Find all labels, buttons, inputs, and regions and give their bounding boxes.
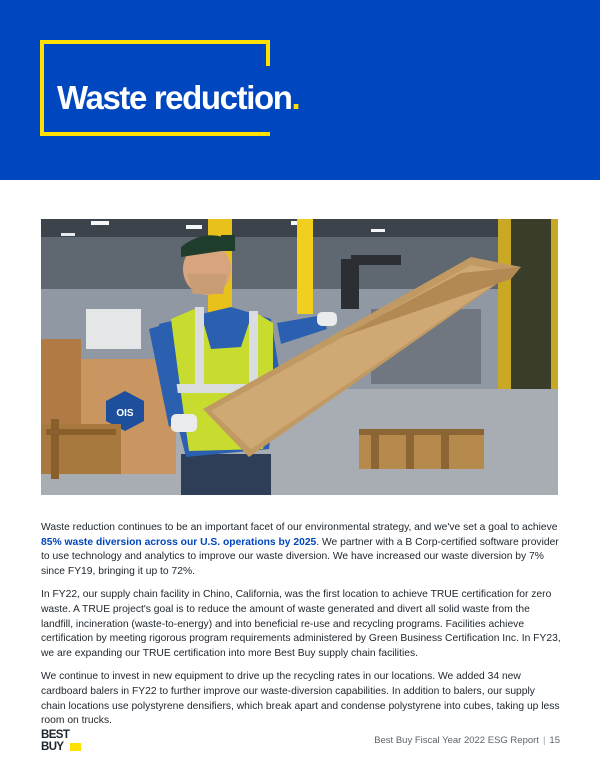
warehouse-photo	[41, 219, 558, 495]
paragraph-1-end: . We partner with a B Corp-certified software provider to use technology and analytics to improve our waste diversion. We have increased our waste diversion by 7% since FY19, bringing it up to 72%.	[41, 536, 559, 577]
page-number: 15	[549, 735, 560, 746]
paragraph-true-certification: In FY22, our supply chain facility in Chino, California, was the first location to achieve TRUE certification for zero waste. A TRUE project's goal is to reduce the amount of waste generated and divert all solid waste from the landfill, incineration (waste-to-energy) and into beneficial re-use and recycling programs. Facilities achieve certification by meeting rigorous program requirements administered by Green Business Certification Inc. In FY23, we are expanding our TRUE certification into more Best Buy supply chain facilities.	[41, 589, 561, 659]
report-title: Best Buy Fiscal Year 2022 ESG Report	[374, 735, 539, 746]
body-text	[41, 521, 561, 738]
title-frame-right	[266, 40, 270, 66]
paragraph-1-start: Waste reduction continues to be an important facet of our environmental strategy, and we've set a goal to achieve	[41, 522, 558, 533]
page-title	[57, 78, 299, 118]
paragraph-equipment: We continue to invest in new equipment to drive up the recycling rates in our locations. We added 34 new cardboard balers in FY22 to further improve our waste-diversion capabilities. In addition to balers, our supply chain locations use polystyrene densifiers, which break apart and condense polystyrene into cubes, taking up less room on trucks.	[41, 671, 560, 727]
header-banner	[0, 0, 600, 180]
logo-line-1: BEST	[41, 729, 70, 741]
box-print-text: OIS	[116, 408, 134, 419]
title-dot: .	[291, 79, 300, 116]
logo-line-2: BUY	[41, 741, 64, 753]
best-buy-logo	[41, 727, 83, 758]
paragraph-waste-goal	[41, 521, 561, 579]
waste-diversion-goal: 85% waste diversion across our U.S. operations by 2025	[41, 536, 317, 548]
page-footer	[374, 735, 560, 746]
page-title-text: Waste reduction	[57, 79, 292, 116]
footer-separator: |	[542, 735, 546, 746]
